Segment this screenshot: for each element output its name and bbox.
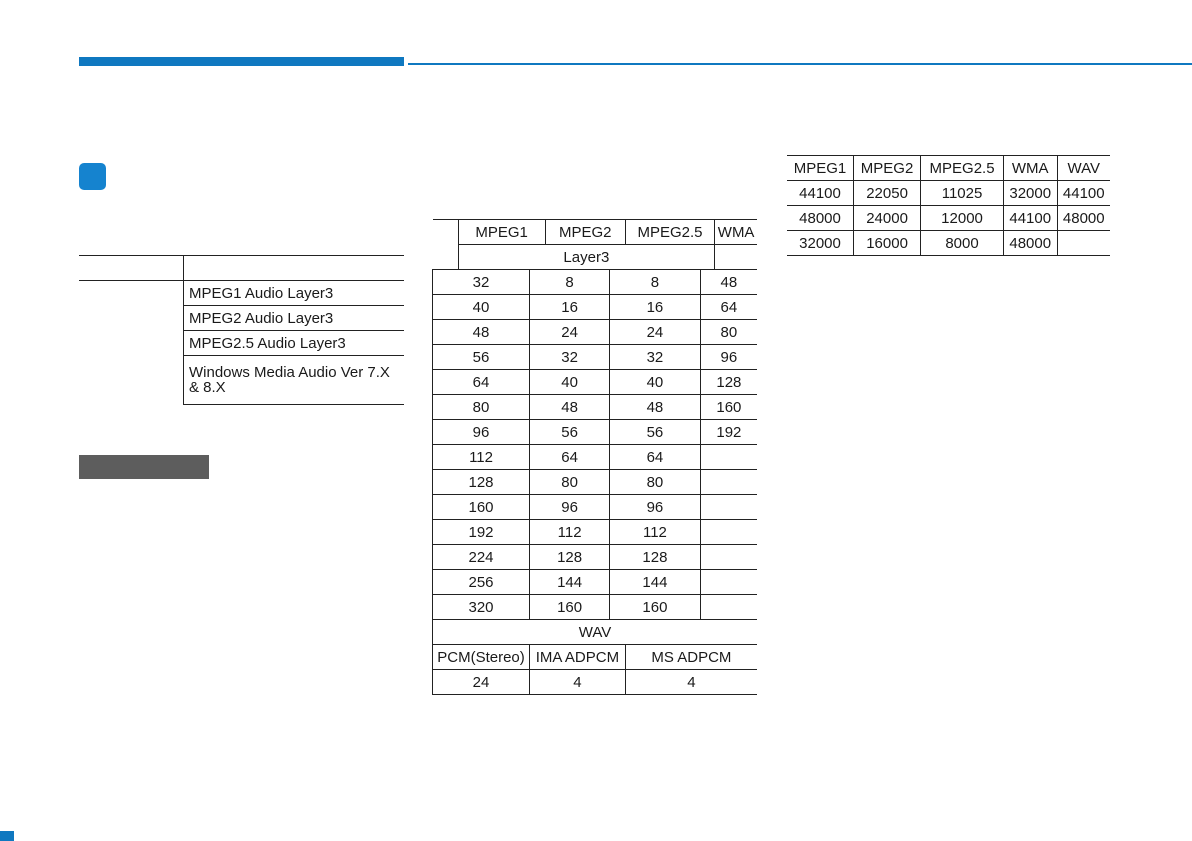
bitrate-row bbox=[433, 495, 758, 520]
sampling-cell: 32000 bbox=[1003, 181, 1057, 206]
section-bullet-icon bbox=[79, 163, 106, 190]
bitrate-cell: 144 bbox=[610, 570, 701, 595]
bitrate-row bbox=[433, 470, 758, 495]
header-rule bbox=[408, 63, 1192, 65]
bitrate-cell: 48 bbox=[700, 270, 757, 295]
format-header-value bbox=[184, 256, 405, 281]
bitrate-cell: 32 bbox=[610, 345, 701, 370]
wav-header: PCM(Stereo) bbox=[433, 645, 530, 670]
bitrate-cell: 128 bbox=[530, 545, 610, 570]
wav-header: IMA ADPCM bbox=[530, 645, 626, 670]
format-row: MPEG2 Audio Layer3 bbox=[184, 306, 405, 331]
sampling-cell: 44100 bbox=[787, 181, 854, 206]
bitrate-cell: 96 bbox=[700, 345, 757, 370]
bitrate-row bbox=[433, 395, 758, 420]
bitrate-row bbox=[433, 595, 758, 620]
bitrate-cell: 256 bbox=[433, 570, 530, 595]
bitrate-cell: 128 bbox=[433, 470, 530, 495]
bitrate-cell: 56 bbox=[530, 420, 610, 445]
sampling-cell: 11025 bbox=[921, 181, 1004, 206]
bitrate-cell: 8 bbox=[530, 270, 610, 295]
bitrate-row bbox=[433, 445, 758, 470]
bitrate-cell: 128 bbox=[700, 370, 757, 395]
bitrate-cell: 56 bbox=[433, 345, 530, 370]
sampling-cell: 48000 bbox=[1057, 206, 1110, 231]
format-category-cell bbox=[79, 281, 184, 405]
bitrate-header: MPEG2.5 bbox=[625, 220, 714, 245]
sampling-header: MPEG2.5 bbox=[921, 156, 1004, 181]
bitrate-row bbox=[433, 320, 758, 345]
sampling-cell: 44100 bbox=[1003, 206, 1057, 231]
footer-mark bbox=[0, 831, 14, 841]
bitrate-side-label bbox=[433, 220, 459, 270]
bitrate-row bbox=[433, 270, 758, 295]
sampling-cell: 24000 bbox=[854, 206, 921, 231]
bitrate-cell: 96 bbox=[433, 420, 530, 445]
bitrate-cell: 48 bbox=[610, 395, 701, 420]
bitrate-cell bbox=[700, 470, 757, 495]
bitrate-cell: 40 bbox=[433, 295, 530, 320]
bitrate-row bbox=[433, 570, 758, 595]
sampling-cell bbox=[1057, 231, 1110, 256]
bitrate-cell bbox=[700, 545, 757, 570]
bitrate-cell: 112 bbox=[610, 520, 701, 545]
bitrate-cell: 192 bbox=[433, 520, 530, 545]
bitrate-cell: 64 bbox=[433, 370, 530, 395]
bitrate-cell: 40 bbox=[610, 370, 701, 395]
bitrate-cell: 40 bbox=[530, 370, 610, 395]
bitrate-cell: 32 bbox=[530, 345, 610, 370]
bitrate-cell: 64 bbox=[700, 295, 757, 320]
format-row: MPEG1 Audio Layer3 bbox=[184, 281, 405, 306]
bitrate-cell: 80 bbox=[610, 470, 701, 495]
bitrate-cell: 32 bbox=[433, 270, 530, 295]
bitrate-row bbox=[433, 370, 758, 395]
layer3-label: Layer3 bbox=[458, 245, 715, 270]
sampling-row bbox=[787, 231, 1110, 256]
sampling-cell: 32000 bbox=[787, 231, 854, 256]
bitrate-cell: 320 bbox=[433, 595, 530, 620]
file-format-table bbox=[79, 255, 404, 405]
wav-value: 24 bbox=[433, 670, 530, 695]
bitrate-cell: 80 bbox=[433, 395, 530, 420]
wav-label: WAV bbox=[433, 620, 758, 645]
sampling-cell: 12000 bbox=[921, 206, 1004, 231]
sampling-row bbox=[787, 181, 1110, 206]
bitrate-cell: 160 bbox=[530, 595, 610, 620]
bitrate-cell: 80 bbox=[700, 320, 757, 345]
sampling-header: MPEG1 bbox=[787, 156, 854, 181]
sampling-cell: 8000 bbox=[921, 231, 1004, 256]
sampling-cell: 16000 bbox=[854, 231, 921, 256]
bitrate-cell: 24 bbox=[610, 320, 701, 345]
bitrate-header: WMA bbox=[715, 220, 757, 245]
bit-rate-table bbox=[432, 219, 757, 695]
sampling-header: WMA bbox=[1003, 156, 1057, 181]
bitrate-cell: 96 bbox=[610, 495, 701, 520]
wav-value: 4 bbox=[530, 670, 626, 695]
sampling-header-row bbox=[787, 156, 1110, 181]
bitrate-cell: 48 bbox=[530, 395, 610, 420]
sampling-header: WAV bbox=[1057, 156, 1110, 181]
bitrate-header: MPEG1 bbox=[458, 220, 545, 245]
bitrate-cell bbox=[700, 570, 757, 595]
sampling-frequency-table bbox=[787, 155, 1110, 256]
header-accent-bar bbox=[79, 57, 404, 66]
bitrate-cell bbox=[700, 595, 757, 620]
sampling-cell: 44100 bbox=[1057, 181, 1110, 206]
bitrate-cell: 160 bbox=[610, 595, 701, 620]
section-label-band bbox=[79, 455, 209, 479]
wav-value: 4 bbox=[625, 670, 757, 695]
bitrate-cell: 160 bbox=[700, 395, 757, 420]
bitrate-cell: 224 bbox=[433, 545, 530, 570]
bitrate-header: MPEG2 bbox=[545, 220, 625, 245]
bitrate-cell: 144 bbox=[530, 570, 610, 595]
bitrate-cell: 112 bbox=[530, 520, 610, 545]
sampling-cell: 48000 bbox=[787, 206, 854, 231]
bitrate-cell: 96 bbox=[530, 495, 610, 520]
bitrate-cell: 48 bbox=[433, 320, 530, 345]
bitrate-cell: 16 bbox=[530, 295, 610, 320]
bitrate-cell bbox=[700, 445, 757, 470]
bitrate-cell: 56 bbox=[610, 420, 701, 445]
wma-blank-cell bbox=[715, 245, 757, 270]
bitrate-row bbox=[433, 345, 758, 370]
bitrate-cell: 160 bbox=[433, 495, 530, 520]
bitrate-row bbox=[433, 295, 758, 320]
bitrate-cell: 16 bbox=[610, 295, 701, 320]
sampling-cell: 22050 bbox=[854, 181, 921, 206]
bitrate-cell bbox=[700, 520, 757, 545]
bitrate-cell: 192 bbox=[700, 420, 757, 445]
wav-header: MS ADPCM bbox=[625, 645, 757, 670]
bitrate-row bbox=[433, 520, 758, 545]
bitrate-row bbox=[433, 545, 758, 570]
format-header-label bbox=[79, 256, 184, 281]
bitrate-cell: 24 bbox=[530, 320, 610, 345]
bitrate-cell: 64 bbox=[530, 445, 610, 470]
bitrate-cell: 80 bbox=[530, 470, 610, 495]
bitrate-cell: 112 bbox=[433, 445, 530, 470]
format-row: MPEG2.5 Audio Layer3 bbox=[184, 331, 405, 356]
sampling-row bbox=[787, 206, 1110, 231]
bitrate-cell: 128 bbox=[610, 545, 701, 570]
bitrate-cell: 64 bbox=[610, 445, 701, 470]
bitrate-cell bbox=[700, 495, 757, 520]
sampling-header: MPEG2 bbox=[854, 156, 921, 181]
bitrate-cell: 8 bbox=[610, 270, 701, 295]
bitrate-row bbox=[433, 420, 758, 445]
format-row: Windows Media Audio Ver 7.X & 8.X bbox=[184, 356, 405, 405]
sampling-cell: 48000 bbox=[1003, 231, 1057, 256]
